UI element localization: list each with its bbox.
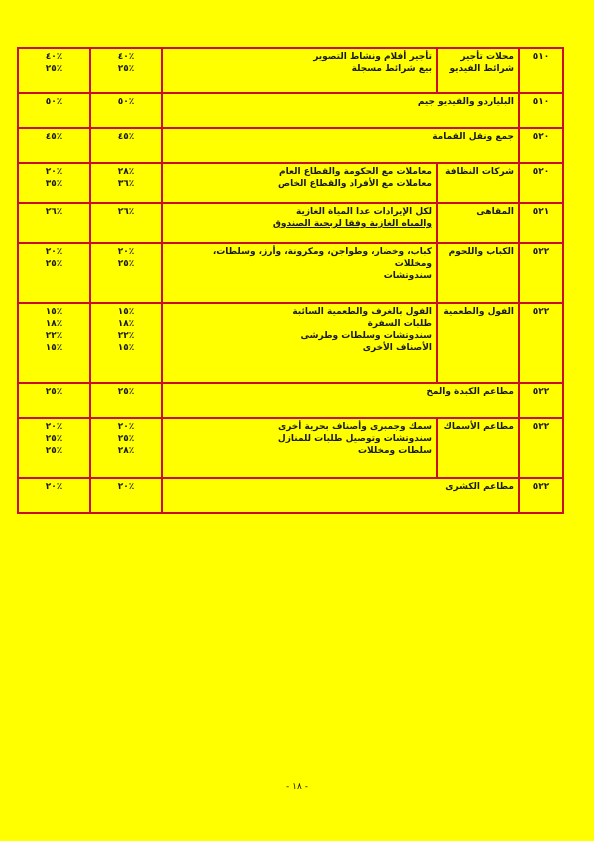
activity-details-line: الأصناف الأخرى — [362, 343, 432, 353]
rate-column-b-line: ٪٤٠ — [45, 52, 63, 62]
rate-column-a-line: ٪١٨ — [117, 319, 135, 329]
table-row — [18, 418, 563, 478]
rate-column-a-line: ٪٢٥ — [117, 387, 135, 397]
page-number: - ١٨ - — [286, 782, 308, 792]
rate-column-a — [90, 93, 162, 128]
activity-details-line: لكل الإيرادات عدا المياة الغازية — [295, 207, 432, 217]
activity-details-line: سمك وجمبرى وأصناف بحرية أخرى — [277, 422, 432, 432]
activity-code: ٥١٠ — [519, 93, 563, 128]
table-row — [18, 163, 563, 203]
table-row — [18, 203, 563, 243]
rate-column-a-line: ٪٢٥ — [117, 434, 135, 444]
rate-column-a-line: ٪٤٥ — [117, 132, 135, 142]
activity-code: ٥٢٢ — [519, 383, 563, 418]
rate-column-b-line: ٪٣٥ — [45, 179, 63, 189]
rate-column-a — [90, 203, 162, 243]
rate-column-a-line: ٪٢٢ — [117, 331, 135, 341]
rate-column-a — [90, 163, 162, 203]
activity-details-line: والمياه الغازية وفقا لربحية الصندوق — [272, 219, 432, 229]
rate-column-b-line: ٪١٨ — [45, 319, 63, 329]
rate-column-a-line: ٪٢٨ — [117, 167, 135, 177]
rate-column-b — [18, 383, 90, 418]
rate-column-a-line: ٪٢٠ — [117, 247, 135, 257]
rate-column-b — [18, 478, 90, 513]
rate-column-a — [90, 243, 162, 303]
activity-name: محلات تأجير شرائط الفيديو — [437, 48, 519, 93]
rate-column-b-line: ٪٢٥ — [45, 446, 63, 456]
rate-column-b — [18, 163, 90, 203]
rate-column-b-line: ٪٢٥ — [45, 434, 63, 444]
rate-column-a-line: ٪١٥ — [117, 343, 135, 353]
rate-column-b-line: ٪٢٥ — [45, 387, 63, 397]
rate-column-b-line: ٪٤٥ — [45, 132, 63, 142]
rate-column-b-line: ٪٢٥ — [45, 64, 63, 74]
rate-column-b-line: ٪٥٠ — [45, 97, 63, 107]
rate-column-a-line: ٪٢٨ — [117, 446, 135, 456]
tax-rate-table — [17, 47, 564, 514]
activity-name: البلياردو والفيديو جيم — [162, 93, 519, 128]
rate-column-b-line: ٪٢٥ — [45, 259, 63, 269]
rate-column-a-line: ٪٢٠ — [117, 482, 135, 492]
rate-column-b-line: ٪١٥ — [45, 343, 63, 353]
rate-column-a-line: ٪٢٥ — [117, 64, 135, 74]
rate-column-b — [18, 93, 90, 128]
activity-details-line: سندوتشات وتوصيل طلبات للمنازل — [277, 434, 432, 444]
activity-details — [162, 163, 437, 203]
rate-column-b — [18, 418, 90, 478]
rate-column-b — [18, 243, 90, 303]
rate-column-b — [18, 128, 90, 163]
table-row — [18, 243, 563, 303]
activity-code: ٥١٠ — [519, 48, 563, 93]
rate-column-b-line: ٪٢٦ — [45, 207, 63, 217]
activity-details-line: كباب، وخضار، وطواجن، ومكرونة، وأرز، وسلطات، — [212, 247, 432, 257]
table-row — [18, 478, 563, 513]
rate-column-b-line: ٪٢٠ — [45, 247, 63, 257]
table-body — [18, 48, 563, 513]
table-row — [18, 383, 563, 418]
table-row — [18, 128, 563, 163]
activity-name: جمع ونقل القمامة — [162, 128, 519, 163]
activity-name: شركات النظافة — [437, 163, 519, 203]
activity-details-line: سندوتشات — [383, 271, 432, 281]
rate-column-b-line: ٪٢٠ — [45, 167, 63, 177]
activity-details-line: سندوتشات وسلطات وطرشى — [300, 331, 432, 341]
rate-column-a — [90, 478, 162, 513]
rate-column-a — [90, 303, 162, 383]
activity-code: ٥٢٠ — [519, 128, 563, 163]
rate-column-b — [18, 303, 90, 383]
rate-column-b-line: ٪٢٠ — [45, 422, 63, 432]
activity-details-line: سلطات ومخللات — [357, 446, 432, 456]
table-row — [18, 303, 563, 383]
rate-column-a-line: ٪٢٦ — [117, 207, 135, 217]
activity-details-line: بيع شرائط مسجلة — [351, 64, 432, 74]
activity-code: ٥٢٢ — [519, 303, 563, 383]
rate-column-a — [90, 383, 162, 418]
activity-code: ٥٢١ — [519, 203, 563, 243]
activity-details-line: تأجير أفلام ونشاط التصوير — [313, 52, 432, 62]
rate-column-b — [18, 48, 90, 93]
activity-name: الفول والطعمية — [437, 303, 519, 383]
rate-column-a-line: ٪٤٠ — [117, 52, 135, 62]
rate-column-a-line: ٪٢٠ — [117, 422, 135, 432]
activity-code: ٥٢٢ — [519, 418, 563, 478]
activity-details-line: معاملات مع الأفراد والقطاع الخاص — [278, 179, 432, 189]
rate-column-a-line: ٪٥٠ — [117, 97, 135, 107]
rate-column-a-line: ٪١٥ — [117, 307, 135, 317]
activity-name: مطاعم الكبدة والمخ — [162, 383, 519, 418]
activity-name: مطاعم الكشرى — [162, 478, 519, 513]
activity-details-line: ومخللات — [394, 259, 432, 269]
activity-name: الكباب واللحوم — [437, 243, 519, 303]
activity-name: مطاعم الأسماك — [437, 418, 519, 478]
table-row — [18, 93, 563, 128]
rate-column-a-line: ٪٣٦ — [117, 179, 135, 189]
activity-code: ٥٢٢ — [519, 478, 563, 513]
activity-name: المقاهى — [437, 203, 519, 243]
table-row — [18, 48, 563, 93]
activity-details — [162, 48, 437, 93]
rate-column-b — [18, 203, 90, 243]
rate-column-b-line: ٪١٥ — [45, 307, 63, 317]
rate-column-b-line: ٪٢٢ — [45, 331, 63, 341]
activity-details — [162, 303, 437, 383]
activity-details-line: الفول بالغرف والطعمية السائبة — [292, 307, 432, 317]
activity-code: ٥٢٠ — [519, 163, 563, 203]
rate-column-a — [90, 48, 162, 93]
rate-column-a-line: ٪٢٥ — [117, 259, 135, 269]
activity-details-line: طلبات السفرة — [367, 319, 432, 329]
rate-column-a — [90, 128, 162, 163]
rate-column-a — [90, 418, 162, 478]
activity-code: ٥٢٢ — [519, 243, 563, 303]
activity-details — [162, 243, 437, 303]
activity-details — [162, 418, 437, 478]
activity-details-line: معاملات مع الحكومة والقطاع العام — [279, 167, 432, 177]
rate-column-b-line: ٪٢٠ — [45, 482, 63, 492]
activity-details — [162, 203, 437, 243]
